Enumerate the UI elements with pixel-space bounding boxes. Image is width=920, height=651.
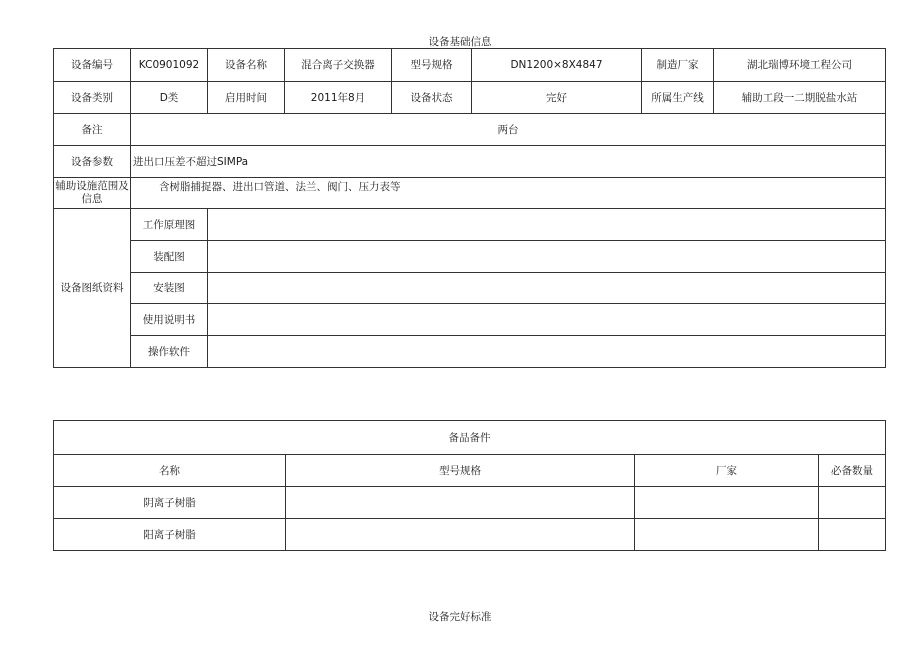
spare-part-row [54,487,886,519]
drawing-row [54,304,886,336]
spare-part-qty [819,487,886,519]
production-line-value: 辅助工段一二期脱盐水站 [714,82,886,114]
column-header-model: 型号规格 [286,455,635,487]
equipment-status-label: 设备状态 [392,82,472,114]
column-header-name: 名称 [54,455,286,487]
model-spec-label: 型号规格 [392,49,472,82]
spare-parts-header-row [54,455,886,487]
drawing-item-value [208,241,886,273]
drawing-item-label: 工作原理图 [131,209,208,241]
params-row [54,146,886,178]
basic-row-2 [54,82,886,114]
drawing-item-value [208,336,886,368]
manufacturer-value: 湖北瑞博环境工程公司 [714,49,886,82]
production-line-label: 所属生产线 [642,82,714,114]
drawing-item-label: 操作软件 [131,336,208,368]
drawing-item-value [208,209,886,241]
remark-row [54,114,886,146]
drawing-item-label: 安装图 [131,273,208,304]
drawings-label: 设备图纸资料 [54,209,131,368]
aux-label: 辅助设施范围及信息 [54,178,131,209]
drawing-item-label: 使用说明书 [131,304,208,336]
params-value: 进出口压差不超过SIMPa [131,146,886,178]
equipment-code-value: KC0901092 [131,49,208,82]
basic-info-title: 设备基础信息 [428,36,492,48]
model-spec-value: DN1200×8X4847 [472,49,642,82]
drawing-row [54,273,886,304]
start-date-value: 2011年8月 [285,82,392,114]
manufacturer-label: 制造厂家 [642,49,714,82]
spare-part-model [286,487,635,519]
spare-parts-title-row [54,421,886,455]
completeness-standard-title: 设备完好标准 [428,611,492,623]
drawing-row [54,336,886,368]
spare-part-maker [635,519,819,551]
column-header-maker: 厂家 [635,455,819,487]
spare-part-maker [635,487,819,519]
equipment-type-value: D类 [131,82,208,114]
aux-row [54,178,886,209]
spare-parts-table [53,420,886,551]
equipment-name-label: 设备名称 [208,49,285,82]
equipment-code-label: 设备编号 [54,49,131,82]
remark-label: 备注 [54,114,131,146]
basic-info-table [53,48,886,368]
equipment-type-label: 设备类别 [54,82,131,114]
drawing-item-value [208,304,886,336]
start-date-label: 启用时间 [208,82,285,114]
drawing-item-value [208,273,886,304]
column-header-qty: 必备数量 [819,455,886,487]
spare-part-qty [819,519,886,551]
spare-part-row [54,519,886,551]
equipment-status-value: 完好 [472,82,642,114]
spare-part-model [286,519,635,551]
spare-part-name: 阴离子树脂 [54,487,286,519]
spare-part-name: 阳离子树脂 [54,519,286,551]
drawing-row [54,209,886,241]
equipment-name-value: 混合离子交换器 [285,49,392,82]
basic-row-1 [54,49,886,82]
aux-value: 含树脂捕捉器、进出口管道、法兰、阀门、压力表等 [131,178,886,209]
remark-value: 两台 [131,114,886,146]
params-label: 设备参数 [54,146,131,178]
drawing-row [54,241,886,273]
spare-parts-title: 备品备件 [54,421,886,455]
drawing-item-label: 装配图 [131,241,208,273]
